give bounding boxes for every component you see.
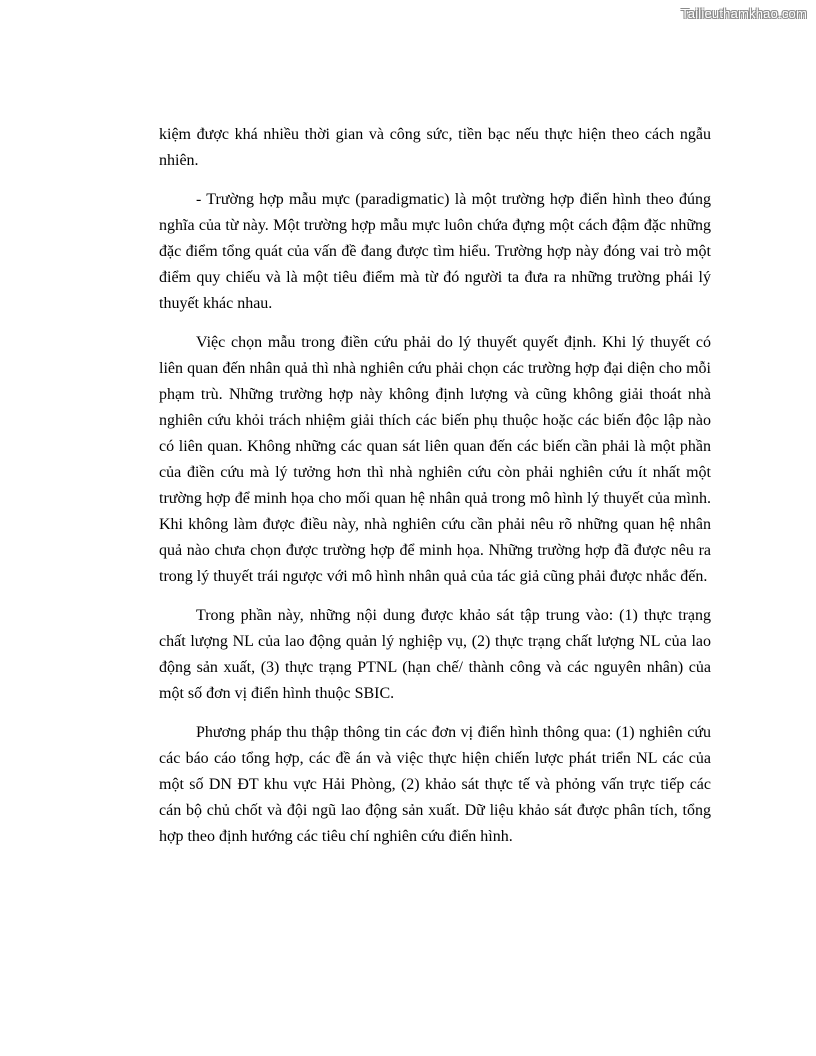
paragraph-sampling-theory: Việc chọn mẫu trong điền cứu phải do lý thuyết quyết định. Khi lý thuyết có liên quan đến nhân quả thì nhà nghiên cứu phải chọn các trường hợp đại diện cho mỗi phạm trù. Những trường hợp này không định lượng và cũng không giải thoát nhà nghiên cứu khỏi trách nhiệm giải thích các biến phụ thuộc hoặc các biến độc lập nào có liên quan. Không những các quan sát liên quan đến các biến cần phải là một phần của điền cứu mà lý tưởng hơn thì nhà nghiên cứu còn phải nghiên cứu ít nhất một trường hợp để minh họa cho mối quan hệ nhân quả trong mô hình lý thuyết của mình. Khi không làm được điều này, nhà nghiên cứu cần phải nêu rõ những quan hệ nhân quả nào chưa chọn được trường hợp để minh họa. Những trường hợp đã được nêu ra trong lý thuyết trái ngược với mô hình nhân quả của tác giả cũng phải được nhắc đến. [159, 334, 711, 585]
paragraph-paradigmatic-case: - Trường hợp mẫu mực (paradigmatic) là một trường hợp điển hình theo đúng nghĩa của từ này. Một trường hợp mẫu mực luôn chứa đựng một cách đậm đặc những đặc điểm tổng quát của vấn đề đang được tìm hiểu. Trường hợp này đóng vai trò một điểm quy chiếu và là một tiêu điểm mà từ đó người ta đưa ra những trường phái lý thuyết khác nhau. [159, 191, 711, 312]
paragraph-data-collection: Phương pháp thu thập thông tin các đơn vị điển hình thông qua: (1) nghiên cứu các báo cáo tổng hợp, các đề án và việc thực hiện chiến lược phát triển NL các của một số DN ĐT khu vực Hải Phòng, (2) khảo sát thực tế và phỏng vấn trực tiếp các cán bộ chủ chốt và đội ngũ lao động sản xuất. Dữ liệu khảo sát được phân tích, tổng hợp theo định hướng các tiêu chí nghiên cứu điển hình. [159, 724, 711, 845]
watermark-text: Tailieuthamkhao.com [681, 6, 807, 21]
paragraph-continuation: kiệm được khá nhiều thời gian và công sức, tiền bạc nếu thực hiện theo cách ngẫu nhiên. [159, 126, 711, 169]
paragraph-survey-content: Trong phần này, những nội dung được khảo sát tập trung vào: (1) thực trạng chất lượng NL của lao động quản lý nghiệp vụ, (2) thực trạng chất lượng NL của lao động sản xuất, (3) thực trạng PTNL (hạn chế/ thành công và các nguyên nhân) của một số đơn vị điển hình thuộc SBIC. [159, 607, 711, 702]
document-body [159, 122, 711, 863]
